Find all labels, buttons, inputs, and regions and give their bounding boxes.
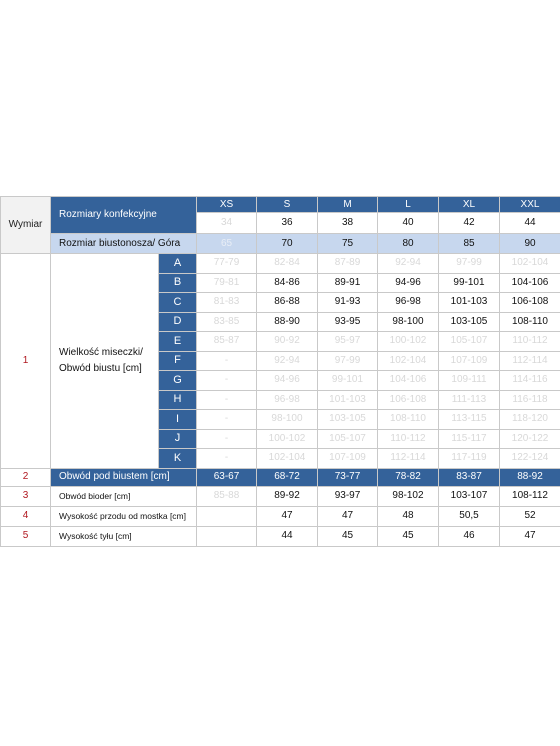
bust-value: 110-112 [378,429,439,449]
bust-value: 104-106 [500,273,560,293]
bust-value: 120-122 [500,429,560,449]
size-number: 34 [197,213,257,234]
bust-value: 96-98 [257,390,318,410]
measure-value: 46 [439,526,500,546]
size-letter: XS [197,197,257,213]
bust-value: 101-103 [439,293,500,313]
cup-letter: B [159,273,197,293]
cup-letter: I [159,410,197,430]
measure-value: 45 [378,526,439,546]
bust-value: 92-94 [257,351,318,371]
bra-size-label: Rozmiar biustonosza/ Góra [51,234,197,254]
bust-value: 86-88 [257,293,318,313]
measure-value: 103-107 [439,486,500,506]
bust-value: 90-92 [257,332,318,352]
size-letter: S [257,197,318,213]
bust-value: 98-100 [257,410,318,430]
measure-label: Wysokość przodu od mostka [cm] [51,506,197,526]
size-letter: XXL [500,197,560,213]
cup-letter: C [159,293,197,313]
underbust-value: 73-77 [318,468,378,486]
bust-value: 92-94 [378,254,439,274]
measure-row-5 [1,526,560,546]
bust-value: 107-109 [439,351,500,371]
size-letter: L [378,197,439,213]
sizes-title: Rozmiary konfekcyjne [51,197,197,234]
bust-value: 81-83 [197,293,257,313]
bust-value: 111-113 [439,390,500,410]
bust-value: 97-99 [439,254,500,274]
measure-value: 93-97 [318,486,378,506]
bust-value: 94-96 [378,273,439,293]
size-chart-table [0,196,560,547]
bust-value: 98-100 [378,312,439,332]
bust-value: 91-93 [318,293,378,313]
bust-value: 112-114 [378,449,439,469]
measure-value: 98-102 [378,486,439,506]
measure-value: 47 [500,526,560,546]
bust-value: 106-108 [378,390,439,410]
measure-value: 50,5 [439,506,500,526]
cup-letter: F [159,351,197,371]
underbust-label: Obwód pod biustem [cm] [51,468,197,486]
section-number: 4 [1,506,51,526]
bust-value: - [197,410,257,430]
cup-letter: J [159,429,197,449]
size-number: 40 [378,213,439,234]
cup-letter: G [159,371,197,391]
section-number: 5 [1,526,51,546]
bust-value: 107-109 [318,449,378,469]
measure-value [197,526,257,546]
header-row-bra [1,234,560,254]
bust-value: 113-115 [439,410,500,430]
bust-value: 117-119 [439,449,500,469]
bust-value: 110-112 [500,332,560,352]
bust-value: 118-120 [500,410,560,430]
cup-letter: H [159,390,197,410]
cup-label-line-2: Obwód biustu [cm] [59,362,142,374]
bust-value: 79-81 [197,273,257,293]
bra-size-value: 90 [500,234,560,254]
bust-value: 108-110 [500,312,560,332]
size-number: 36 [257,213,318,234]
bust-value: 116-118 [500,390,560,410]
wymiar-label: Wymiar [1,197,51,254]
section-number: 3 [1,486,51,506]
cup-label-line-1: Wielkość miseczki/ [59,346,143,358]
bust-value: 114-116 [500,371,560,391]
measure-value: 45 [318,526,378,546]
bust-value: 100-102 [378,332,439,352]
bust-value: - [197,390,257,410]
section-number: 1 [1,254,51,469]
bust-value: 102-104 [257,449,318,469]
bust-value: 103-105 [318,410,378,430]
bust-value: 99-101 [318,371,378,391]
size-number: 38 [318,213,378,234]
measure-label: Obwód bioder [cm] [51,486,197,506]
bust-value: 87-89 [318,254,378,274]
bust-value: 112-114 [500,351,560,371]
bust-value: 101-103 [318,390,378,410]
bust-value: 96-98 [378,293,439,313]
bust-value: 100-102 [257,429,318,449]
bust-value: 106-108 [500,293,560,313]
bra-size-value: 65 [197,234,257,254]
bra-size-value: 85 [439,234,500,254]
bust-value: 95-97 [318,332,378,352]
size-letter: XL [439,197,500,213]
underbust-value: 83-87 [439,468,500,486]
bust-value: 102-104 [500,254,560,274]
measure-value: 47 [257,506,318,526]
bra-size-value: 75 [318,234,378,254]
bust-value: 83-85 [197,312,257,332]
underbust-value: 68-72 [257,468,318,486]
size-letter: M [318,197,378,213]
bust-value: 105-107 [439,332,500,352]
bra-size-value: 80 [378,234,439,254]
bust-value: - [197,351,257,371]
header-row-sizes [1,197,560,213]
bust-value: - [197,371,257,391]
bust-value: 99-101 [439,273,500,293]
bust-value: - [197,429,257,449]
cup-letter: E [159,332,197,352]
measure-value: 108-112 [500,486,560,506]
bust-value: 82-84 [257,254,318,274]
section-number: 2 [1,468,51,486]
bust-value: 103-105 [439,312,500,332]
measure-row-3 [1,486,560,506]
bust-value: 105-107 [318,429,378,449]
underbust-row [1,468,560,486]
bust-value: 77-79 [197,254,257,274]
size-number: 42 [439,213,500,234]
size-number: 44 [500,213,560,234]
measure-row-4 [1,506,560,526]
bust-value: 108-110 [378,410,439,430]
underbust-value: 88-92 [500,468,560,486]
bust-value: 94-96 [257,371,318,391]
bra-size-value: 70 [257,234,318,254]
cup-letter: K [159,449,197,469]
bust-value: 104-106 [378,371,439,391]
bust-value: 115-117 [439,429,500,449]
measure-value [197,506,257,526]
underbust-value: 63-67 [197,468,257,486]
bust-value: 102-104 [378,351,439,371]
measure-value: 85-88 [197,486,257,506]
measure-value: 48 [378,506,439,526]
cup-letter: D [159,312,197,332]
bust-value: 88-90 [257,312,318,332]
underbust-value: 78-82 [378,468,439,486]
cup-bust-label [51,254,159,469]
measure-value: 47 [318,506,378,526]
measure-label: Wysokość tyłu [cm] [51,526,197,546]
measure-value: 89-92 [257,486,318,506]
bust-value: 109-111 [439,371,500,391]
bust-value: 122-124 [500,449,560,469]
bust-value: 85-87 [197,332,257,352]
cup-row-a [1,254,560,274]
bust-value: 89-91 [318,273,378,293]
measure-value: 44 [257,526,318,546]
bust-value: 97-99 [318,351,378,371]
bust-value: 84-86 [257,273,318,293]
cup-letter: A [159,254,197,274]
bust-value: 93-95 [318,312,378,332]
bust-value: - [197,449,257,469]
measure-value: 52 [500,506,560,526]
